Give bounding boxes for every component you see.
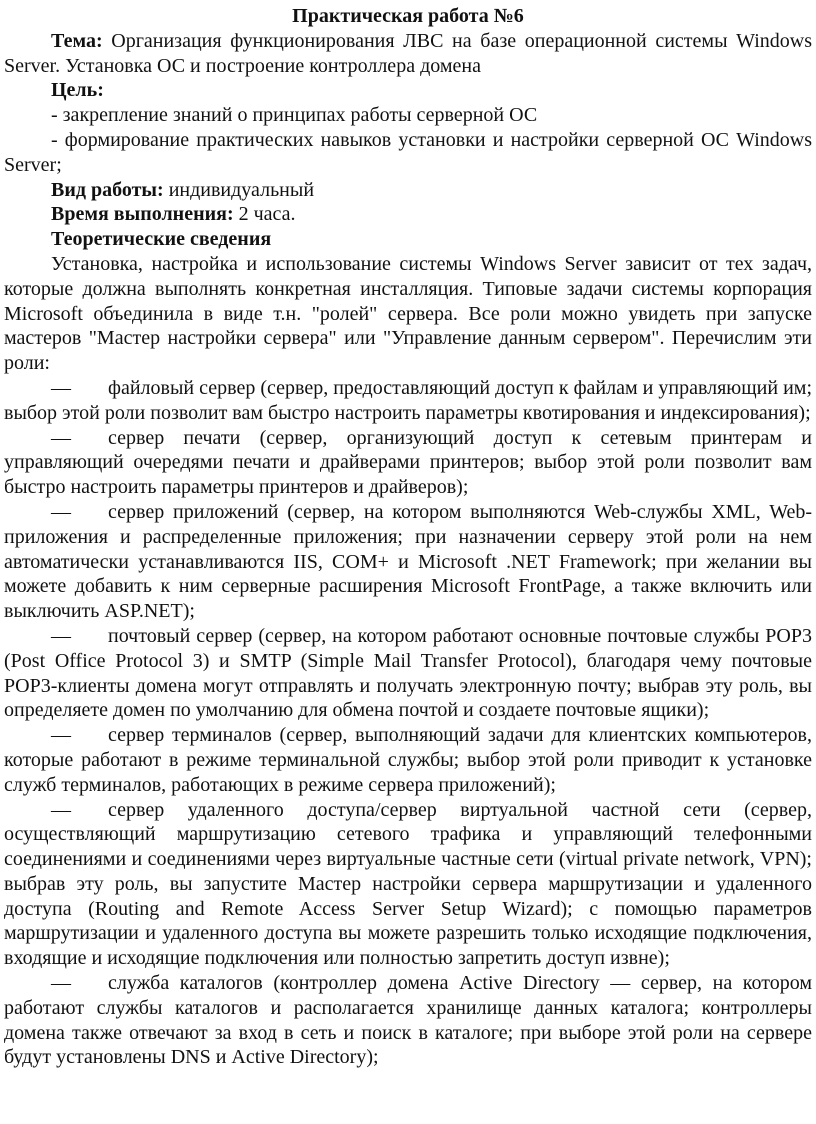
intro-paragraph: Установка, настройка и использование системы Windows Server зависит от тех задач, которые должна выполнять конкретная инсталляция. Типовые задачи системы корпорация Microsoft объединила в виде т.н. "ролей" сервера. Все роли можно увидеть при запуске мастеров "Мастер настройки сервера" или "Управление данным сервером". Перечислим эти роли: — [4, 252, 812, 375]
dash-bullet: — — [51, 500, 71, 523]
work-type-value: индивидуальный — [168, 178, 315, 201]
role-text: файловый сервер (сервер, предоставляющий доступ к файлам и управляющий им; выбор этой роли позволит вам быстро настроить параметры квотирования и индексирования); — [4, 376, 812, 424]
dash-bullet: — — [51, 724, 71, 747]
role-item-mail-server — [4, 624, 812, 723]
goal-item-2: - формирование практических навыков установки и настройки серверной ОС Windows Server; — [4, 128, 812, 176]
topic-text: Организация функционирования ЛВС на базе операционной системы Windows Server. Установка ОС и построение контроллера домена — [4, 29, 813, 77]
document-title: Практическая работа №6 — [292, 5, 524, 27]
time-label: Время выполнения: — [51, 203, 234, 226]
time-value: 2 часа. — [238, 203, 296, 226]
role-item-application-server — [4, 500, 812, 624]
theory-heading: Теоретические сведения — [51, 228, 272, 251]
time-line — [4, 202, 812, 227]
role-item-terminal-server — [4, 723, 812, 797]
goal-label: Цель: — [51, 79, 104, 102]
dash-bullet: — — [51, 624, 71, 647]
dash-bullet: — — [51, 426, 71, 449]
role-item-file-server — [4, 376, 812, 426]
role-text: почтовый сервер (сервер, на котором работают основные почтовые службы POP3 (Post Office Protocol 3) и SMTP (Simple Mail Transfer Protocol), благодаря чему почтовые POP3-клиенты домена могут отправлять и получать электронную почту; выбрав эту роль, вы определяете домен по умолчанию для обмена почтой и создаете почтовые ящики); — [4, 624, 812, 722]
role-text: сервер приложений (сервер, на котором выполняются Web-службы XML, Web-приложения и распределенные приложения; при назначении серверу этой роли на нем автоматически устанавливаются IIS, COM+ и Microsoft .NET Framework; при желании вы можете добавить к ним серверные расширения Microsoft FrontPage, а также включить или выключить ASP.NET); — [4, 500, 812, 623]
goal-item-1: - закрепление знаний о принципах работы серверной ОС — [51, 104, 538, 127]
role-item-remote-access-server — [4, 798, 812, 972]
topic-paragraph — [4, 29, 812, 79]
role-text: сервер печати (сервер, организующий доступ к сетевым принтерам и управляющий очередями печати и драйверами принтеров; выбор этой роли позволит вам быстро настроить параметры принтеров и драйверов); — [4, 426, 812, 499]
work-type-line — [4, 178, 812, 203]
role-item-directory-service — [4, 971, 812, 1070]
role-text: служба каталогов (контроллер домена Active Directory — сервер, на котором работают службы каталогов и располагается хранилище данных каталога; контроллеры домена также отвечают за вход в сеть и поиск в каталоге; при выборе этой роли на сервере будут установлены DNS и Active Directory); — [4, 972, 812, 1069]
dash-bullet: — — [51, 798, 71, 821]
work-type-label: Вид работы: — [51, 178, 164, 201]
dash-bullet: — — [51, 376, 71, 399]
dash-bullet: — — [51, 972, 71, 995]
role-text: сервер терминалов (сервер, выполняющий задачи для клиентских компьютеров, которые работают в режиме терминальной службы; выбор этой роли приводит к установке служб терминалов, работающих в режиме сервера приложений); — [4, 724, 812, 796]
topic-label: Тема: — [51, 29, 103, 52]
role-item-print-server — [4, 426, 812, 500]
role-text: сервер удаленного доступа/сервер виртуальной частной сети (сервер, осуществляющий маршрутизацию сетевого трафика и управляющий телефонными соединениями и соединениями через виртуальные частные сети (virtual private network, VPN); выбрав эту роль, вы запустите Мастер настройки сервера маршрутизации и удаленного доступа (Routing and Remote Access Server Setup Wizard); с помощью параметров маршрутизации и удаленного доступа вы можете разрешить только исходящие подключения, входящие и исходящие подключения или полностью запретить доступ извне); — [4, 798, 812, 970]
